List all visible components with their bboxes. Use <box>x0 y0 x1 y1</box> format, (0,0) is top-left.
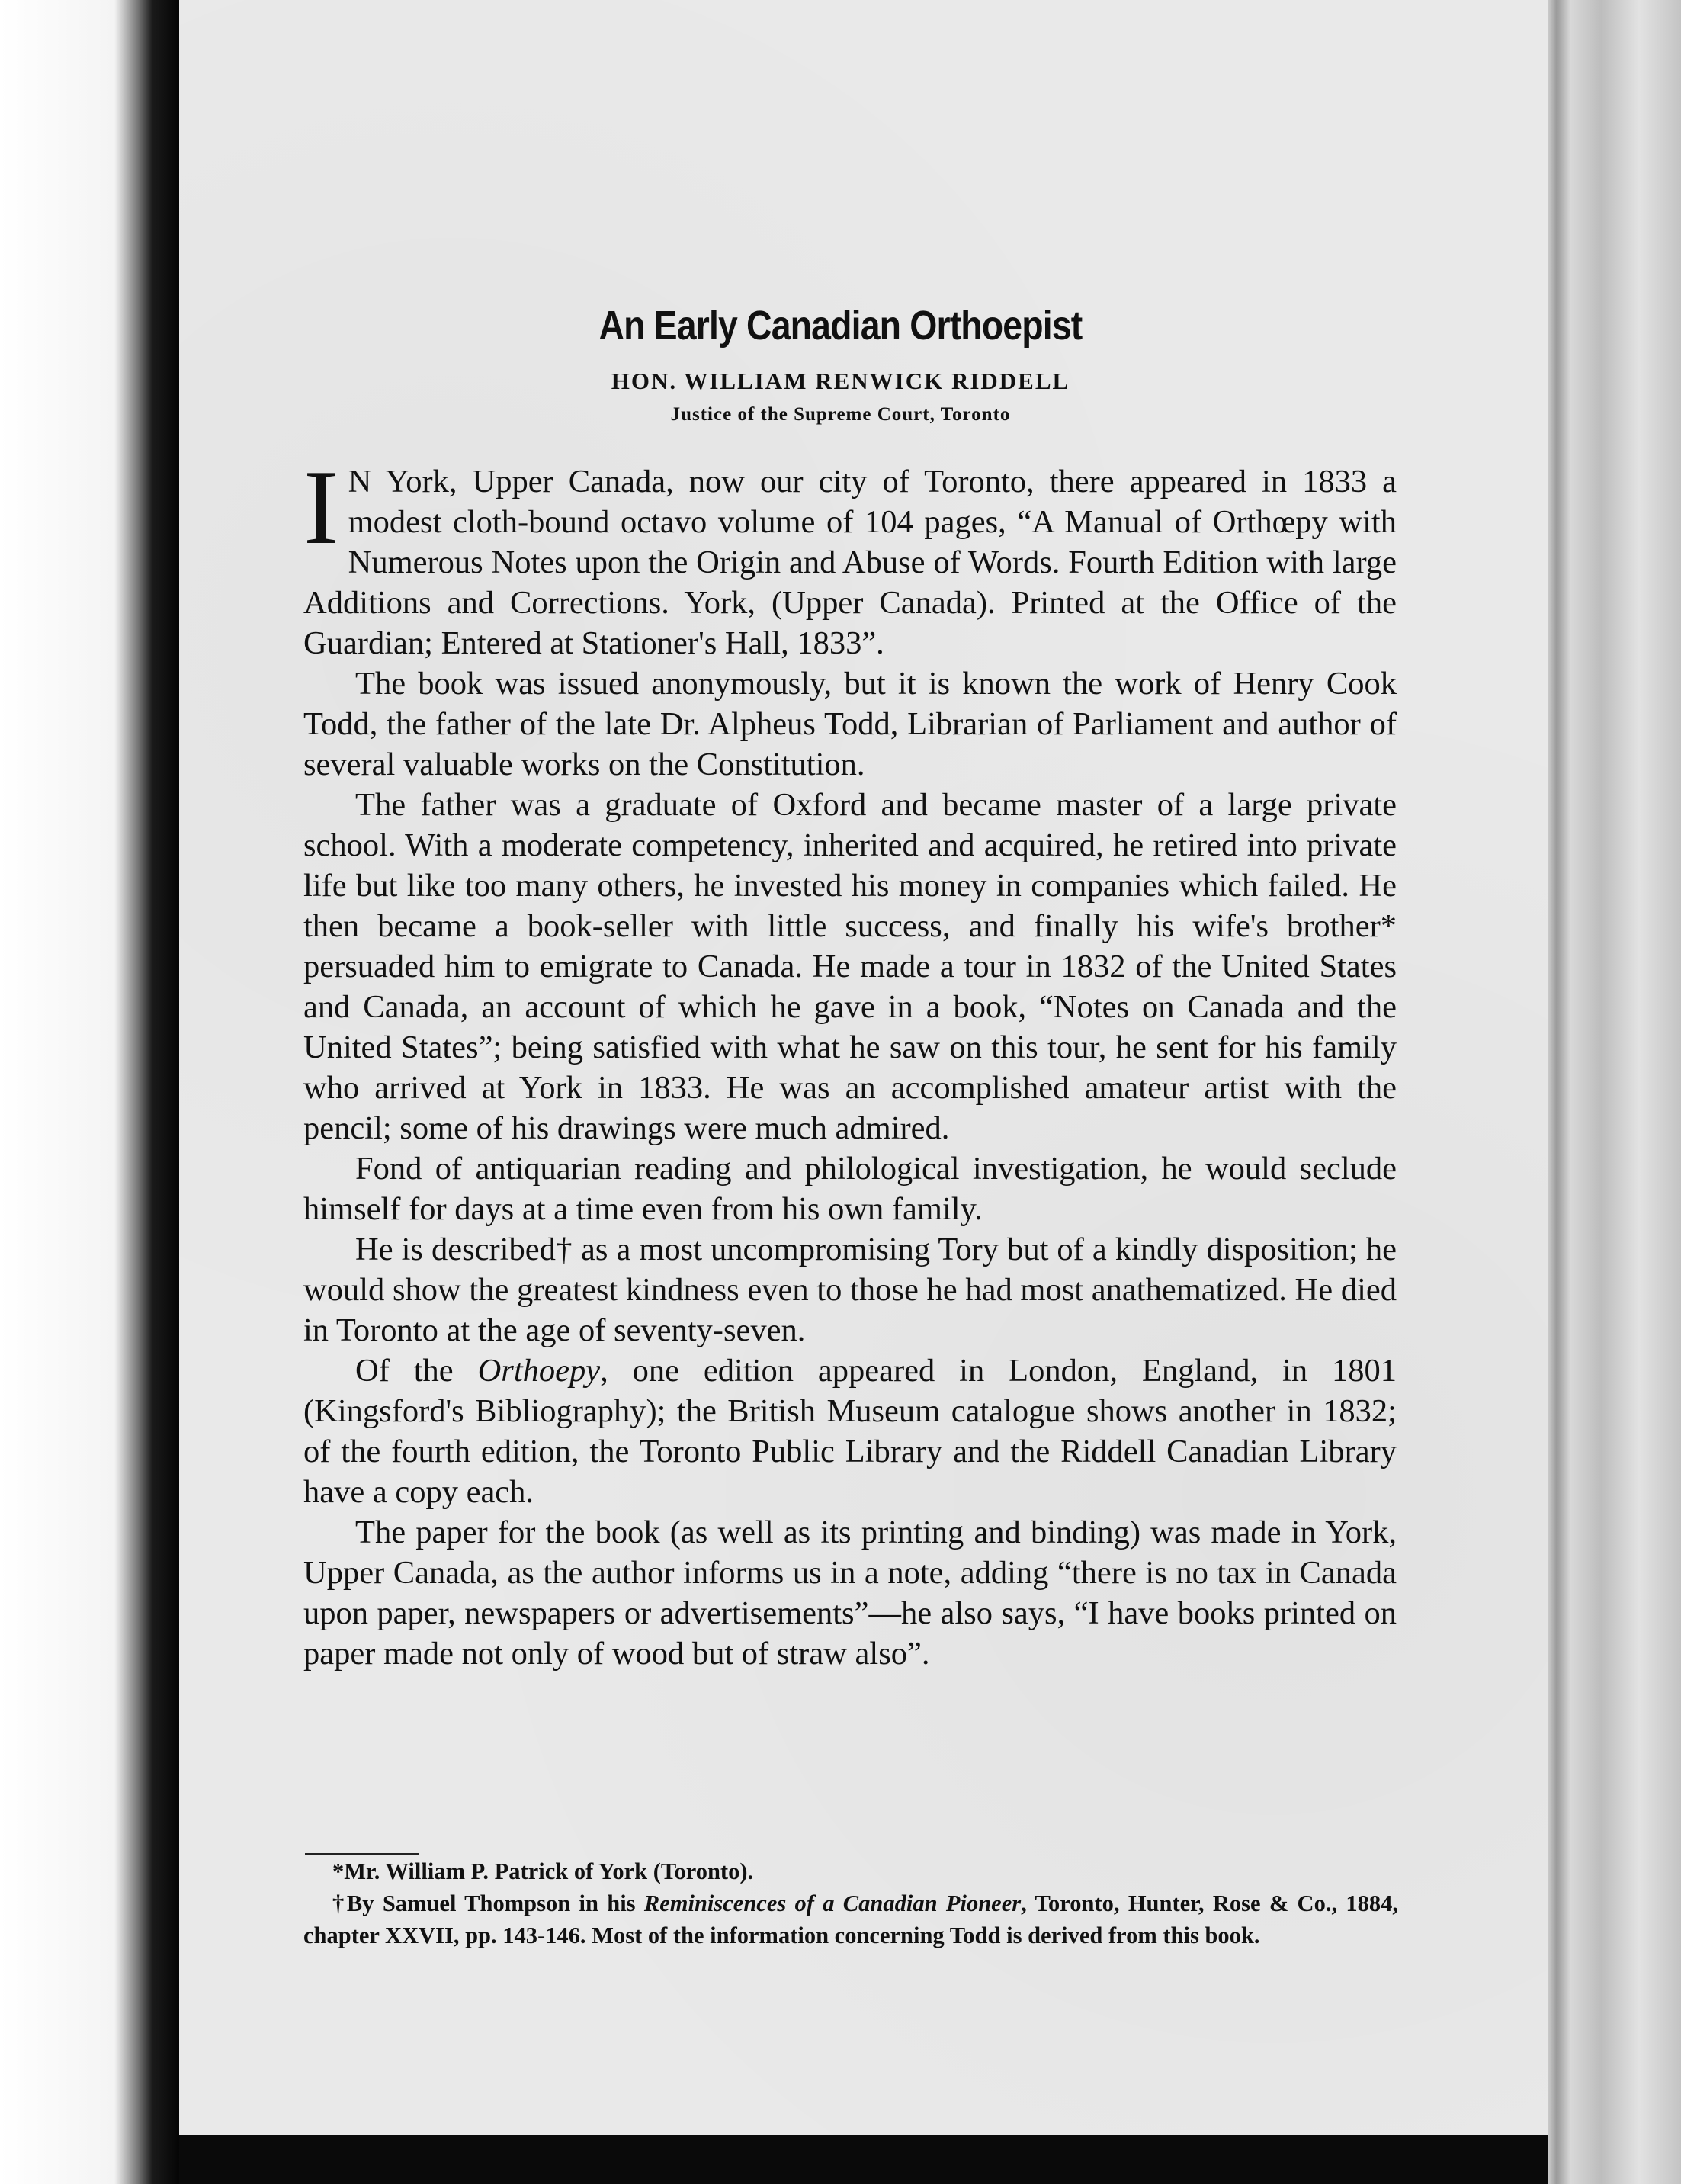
drop-cap: I <box>303 448 339 567</box>
paragraph-5: He is described† as a most uncompromising Tory but of a kindly disposition; he would show the greatest kindness even to those he had most anathematized. He died in Toronto at the age of seventy-seven. <box>303 1232 1397 1348</box>
paragraph-6 <box>303 1351 1397 1512</box>
paragraph-6-start: Of the <box>355 1353 478 1389</box>
article-author: HON. WILLIAM RENWICK RIDDELL <box>611 368 1070 394</box>
paragraph-1-text: N York, Upper Canada, now our city of Toronto, there appeared in 1833 a modest cloth-bound octavo volume of 104 pages, “A Manual of Orthœpy with Numerous Notes upon the Origin and Abuse of Words. Fourth Edition with large Additions and Corrections. York, (Upper Canada). Printed at the Office of the Guardian; Entered at Stationer's Hall, 1833”. <box>303 464 1397 661</box>
article-title: An Early Canadian Orthoepist <box>598 303 1083 349</box>
paragraph-2: The book was issued anonymously, but it is known the work of Henry Cook Todd, the father of the late Dr. Alpheus Todd, Librarian of Parliament and author of several valuable works on the Constitution. <box>303 666 1397 782</box>
article-body <box>303 448 1397 1674</box>
page-right-margin <box>1548 0 1681 2184</box>
paragraph-4: Fond of antiquarian reading and philological investigation, he would seclude himself for days at a time even from his own family. <box>303 1151 1397 1227</box>
scan-bottom-edge <box>179 2135 1548 2184</box>
paragraph-6-end: , one edition appeared in London, England, in 1801 (Kingsford's Bibliography); the British Museum catalogue shows another in 1832; of the fourth edition, the Toronto Public Library and the Riddell Canadian Library have a copy each. <box>303 1353 1397 1510</box>
footnote-2 <box>303 1887 1398 1951</box>
paragraph-3: The father was a graduate of Oxford and became master of a large private school. With a moderate competency, inherited and acquired, he retired into private life but like too many others, he invested his money in companies which failed. He then became a book-seller with little success, and finally his wife's brother* persuaded him to emigrate to Canada. He made a tour in 1832 of the United States and Canada, an account of which he gave in a book, “Notes on Canada and the United States”; being satisfied with what he saw on this tour, he sent for his family who arrived at York in 1833. He was an accomplished amateur artist with the pencil; some of his drawings were much admired. <box>303 787 1397 1146</box>
footnote-2-end: , Toronto, Hunter, Rose & Co., 1884, chapter XXVII, pp. 143-146. Most of the information concerning Todd is derived from this book. <box>303 1890 1399 1948</box>
footnote-rule <box>305 1853 419 1855</box>
footnote-2-start: †By Samuel Thompson in his <box>332 1890 644 1916</box>
author-affiliation: Justice of the Supreme Court, Toronto <box>670 404 1011 425</box>
paragraph-1 <box>303 448 1397 663</box>
paragraph-7: The paper for the book (as well as its printing and binding) was made in York, Upper Canada, as the author informs us in a note, adding “there is no tax in Canada upon paper, newspapers or advertisements”—he also says, “I have books printed on paper made not only of wood but of straw also”. <box>303 1514 1397 1672</box>
paragraph-6-italic: Orthoepy <box>477 1353 601 1389</box>
footnotes <box>303 1855 1398 1951</box>
footnote-2-italic: Reminiscences of a Canadian Pioneer <box>643 1890 1022 1916</box>
footnote-1: *Mr. William P. Patrick of York (Toronto). <box>332 1858 754 1884</box>
